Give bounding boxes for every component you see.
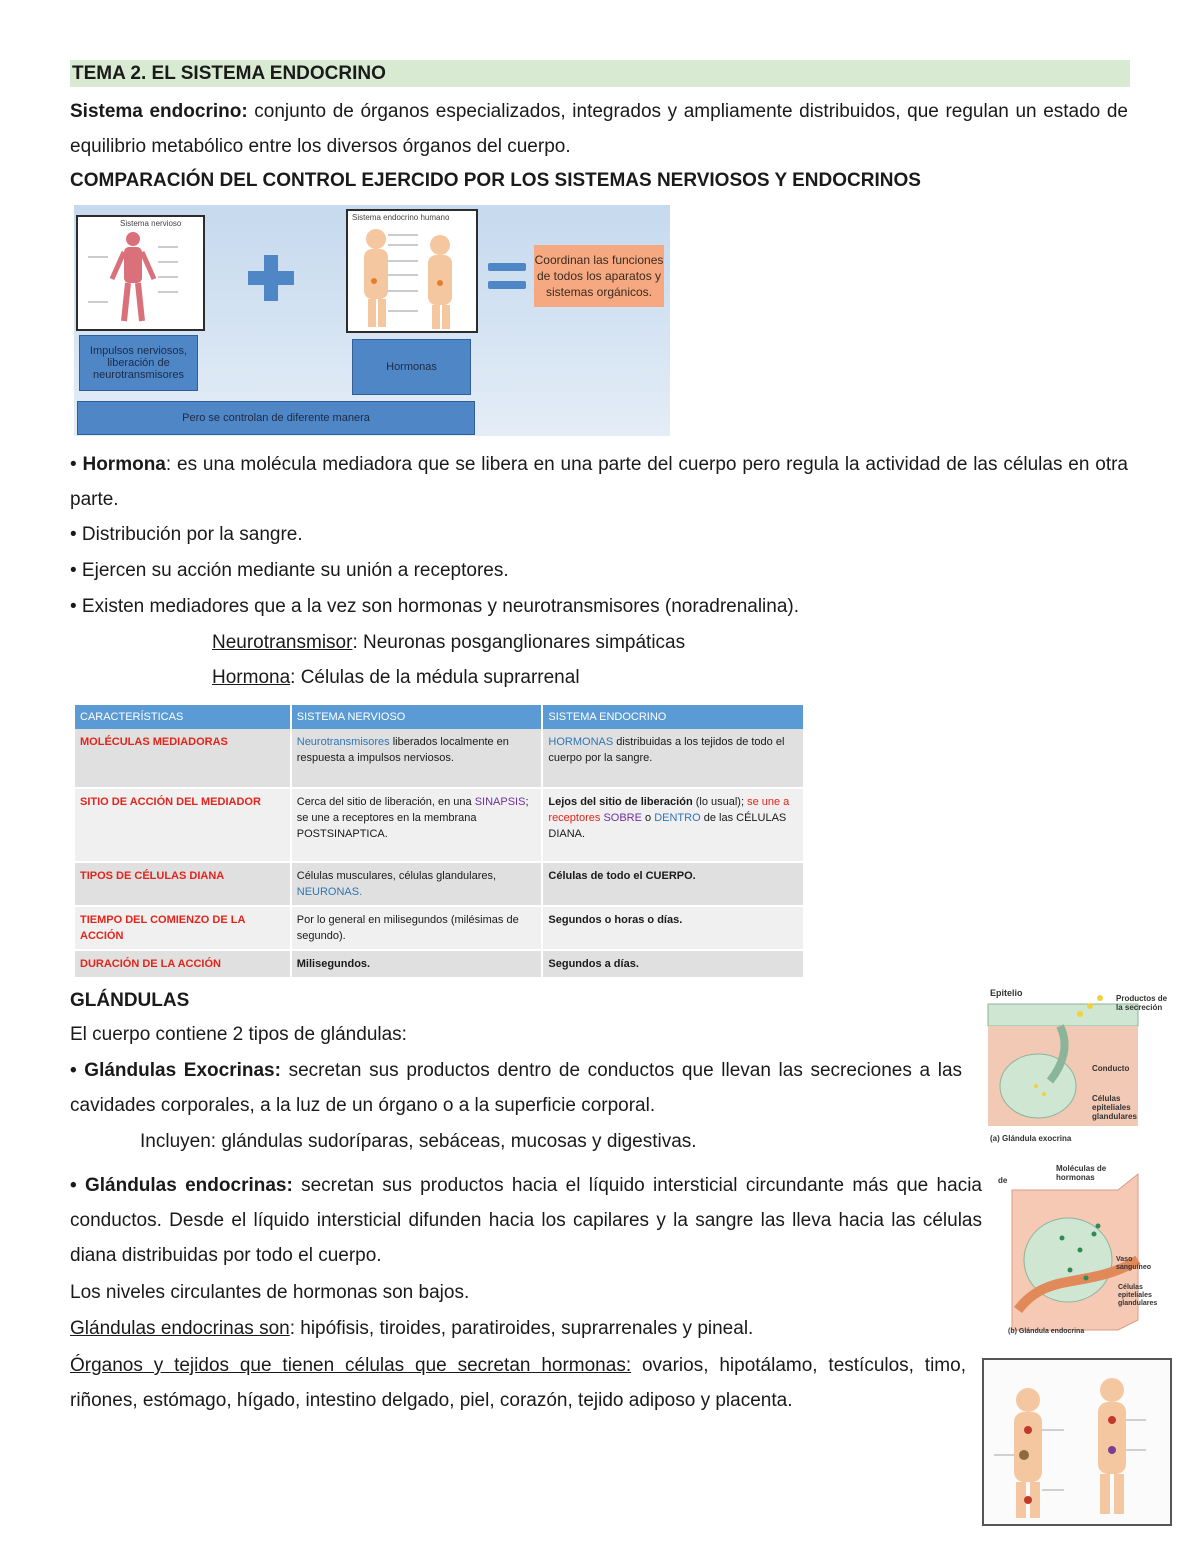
- endocrine-gland-figure: [998, 1160, 1158, 1338]
- table-header-row: [75, 705, 804, 729]
- row-label: TIPOS DE CÉLULAS DIANA: [75, 862, 291, 906]
- cell-text: Cerca del sitio de liberación, en una: [296, 796, 475, 808]
- intro-text: conjunto de órganos especializados, integrados y ampliamente distribuidos, que regulan un estado de equilibrio metabólico entre los diversos órganos del cuerpo.: [70, 101, 1128, 157]
- comparison-diagram: [74, 205, 670, 436]
- endocrine-cell: [542, 788, 804, 862]
- endocrine-cell: [542, 950, 804, 978]
- hormona-text: : es una molécula mediadora que se libera en una parte del cuerpo pero regula la actividad de las células en otra parte.: [70, 454, 1128, 510]
- nervous-cell: [291, 950, 543, 978]
- bullet-receptores: • Ejercen su acción mediante su unión a receptores.: [70, 560, 509, 581]
- cell-text: Segundos o horas o días.: [548, 914, 683, 926]
- intro-paragraph: [70, 94, 1128, 164]
- cell-text: ; se une a receptores en la membrana POSTSINAPTICA.: [296, 796, 529, 840]
- endocrine-organs-illustration: [984, 1360, 1170, 1524]
- cell-text: Células de todo el CUERPO.: [548, 870, 696, 882]
- bullet-distribucion: • Distribución por la sangre.: [70, 524, 303, 545]
- endocrine-term: • Glándulas endocrinas:: [70, 1175, 293, 1196]
- glands-heading: GLÁNDULAS: [70, 990, 190, 1011]
- exocrine-includes: Incluyen: glándulas sudoríparas, sebáceas, mucosas y digestivas.: [140, 1131, 697, 1152]
- label-celulas-endo: Células epiteliales glandulares: [1118, 1284, 1158, 1307]
- different-control-box: Pero se controlan de diferente manera: [77, 401, 475, 435]
- cell-text: Milisegundos.: [296, 958, 371, 970]
- table-row: [75, 862, 804, 906]
- row-label: TIEMPO DEL COMIENZO DE LA ACCIÓN: [75, 906, 291, 950]
- cell-text: se une a receptores: [548, 796, 790, 824]
- nervous-cell: [291, 862, 543, 906]
- neurotransmisor-label: Neurotransmisor: [212, 632, 353, 653]
- page-title: TEMA 2. EL SISTEMA ENDOCRINO: [70, 60, 1130, 87]
- hormona-source-line: [212, 666, 580, 690]
- cell-text: distribuidas a los tejidos de todo el cuerpo por la sangre.: [548, 736, 785, 764]
- row-label: SITIO DE ACCIÓN DEL MEDIADOR: [75, 788, 291, 862]
- endocrine-cell: [542, 906, 804, 950]
- table-row: [75, 729, 804, 788]
- comparison-heading: COMPARACIÓN DEL CONTROL EJERCIDO POR LOS SISTEMAS NERVIOSOS Y ENDOCRINOS: [70, 170, 921, 191]
- nervous-cell: [291, 788, 543, 862]
- hormones-box: Hormonas: [352, 339, 471, 395]
- bullet-mediadores: • Existen mediadores que a la vez son hormonas y neurotransmisores (noradrenalina).: [70, 596, 800, 617]
- cell-text: SINAPSIS: [474, 796, 526, 808]
- cell-text: Neurotransmisores: [296, 736, 390, 748]
- comparison-table: [75, 705, 805, 979]
- endocrine-gland-illustration: [998, 1160, 1158, 1338]
- cell-text: HORMONAS: [548, 736, 614, 748]
- cell-text: Células musculares, células glandulares,: [296, 870, 497, 882]
- cell-text: (lo usual);: [692, 796, 748, 808]
- organs-paragraph: [70, 1348, 966, 1418]
- endocrine-glands-text: : hipófisis, tiroides, paratiroides, suprarrenales y pineal.: [289, 1318, 754, 1339]
- nervous-impulses-box: Impulsos nerviosos, liberación de neurotransmisores: [79, 335, 198, 391]
- intro-term: Sistema endocrino:: [70, 101, 248, 122]
- label-vaso: Vaso sanguíneo: [1116, 1256, 1152, 1271]
- cell-text: de las CÉLULAS DIANA.: [548, 812, 787, 840]
- neurotransmisor-line: [212, 631, 685, 655]
- hormona-source-text: : Células de la médula suprarrenal: [290, 667, 580, 688]
- organs-label: Órganos y tejidos que tienen células que secretan hormonas:: [70, 1355, 632, 1376]
- caption-exocrina: (a) Glándula exocrina: [990, 1134, 1072, 1143]
- cell-text: Segundos a días.: [548, 958, 639, 970]
- glands-intro: El cuerpo contiene 2 tipos de glándulas:: [70, 1024, 407, 1045]
- table-row: [75, 906, 804, 950]
- endocrine-body-illustration: [348, 211, 476, 331]
- endocrine-organs-figure: [982, 1358, 1172, 1526]
- endocrine-figure-title: Sistema endocrino humano: [352, 213, 450, 222]
- endocrine-cell: [542, 729, 804, 788]
- hormona-source-label: Hormona: [212, 667, 291, 688]
- cell-text: Lejos del sitio de liberación: [548, 796, 693, 808]
- exocrine-gland-figure: [980, 986, 1172, 1146]
- hormona-term: Hormona: [82, 454, 166, 475]
- neurotransmisor-text: : Neuronas posganglionares simpáticas: [352, 632, 686, 653]
- exocrine-term: • Glándulas Exocrinas:: [70, 1060, 281, 1081]
- cell-text: SOBRE: [600, 812, 642, 824]
- nervous-cell: [291, 729, 543, 788]
- label-epitelio: Epitelio: [990, 988, 1023, 998]
- organs-text: ovarios, hipotálamo, testículos, timo, riñones, estómago, hígado, intestino delgado, piel, corazón, tejido adiposo y placenta.: [70, 1355, 966, 1411]
- header-caracteristicas: CARACTERÍSTICAS: [75, 705, 291, 729]
- endocrine-paragraph: [70, 1168, 982, 1273]
- endocrine-glands-label: Glándulas endocrinas son: [70, 1318, 290, 1339]
- label-productos: Productos de la secreción: [1116, 994, 1168, 1012]
- nervous-body-illustration: [78, 217, 203, 329]
- header-sistema-endocrino: SISTEMA ENDOCRINO: [542, 705, 804, 729]
- label-celulas-exo: Células epiteliales glandulares: [1092, 1094, 1137, 1121]
- coordinate-box: Coordinan las funciones de todos los aparatos y sistemas orgánicos.: [534, 245, 664, 307]
- plus-icon-bar: [248, 271, 294, 285]
- nervous-figure-title: Sistema nervioso: [120, 219, 182, 228]
- equals-icon: [488, 263, 526, 271]
- exocrine-text: secretan sus productos dentro de conductos que llevan las secreciones a las cavidades corporales, a la luz de un órgano o a la superficie corporal.: [70, 1060, 963, 1116]
- nervous-system-figure: [76, 215, 205, 331]
- exocrine-paragraph: [70, 1053, 962, 1123]
- hormone-levels: Los niveles circulantes de hormonas son bajos.: [70, 1282, 470, 1303]
- nervous-cell: Por lo general en milisegundos (milésimas de segundo).: [291, 906, 543, 950]
- row-label: DURACIÓN DE LA ACCIÓN: [75, 950, 291, 978]
- table-row: [75, 950, 804, 978]
- endocrine-glands-list: [70, 1317, 753, 1341]
- cell-text: NEURONAS.: [296, 886, 363, 898]
- endocrine-text: secretan sus productos hacia el líquido intersticial circundante más que hacia conductos. Desde el líquido intersticial difunden hacia los capilares y la sangre las lleva hacia las células diana distribuidas por todo el cuerpo.: [70, 1175, 982, 1266]
- cell-text: liberados localmente en respuesta a impulsos nerviosos.: [296, 736, 509, 764]
- cell-text: o: [641, 812, 655, 824]
- header-sistema-nervioso: SISTEMA NERVIOSO: [291, 705, 543, 729]
- equals-icon-bar: [488, 281, 526, 289]
- hormona-paragraph: [70, 447, 1128, 517]
- label-moleculas: Moléculas de hormonas: [1056, 1164, 1107, 1182]
- endocrine-cell: [542, 862, 804, 906]
- label-de: de: [998, 1176, 1008, 1185]
- label-conducto: Conducto: [1092, 1064, 1130, 1073]
- endocrine-system-figure: [346, 209, 478, 333]
- row-label: MOLÉCULAS MEDIADORAS: [75, 729, 291, 788]
- cell-text: DENTRO: [654, 812, 701, 824]
- hormona-bullet: •: [70, 454, 83, 475]
- table-row: [75, 788, 804, 862]
- caption-endocrina: (b) Glándula endocrina: [1008, 1328, 1085, 1335]
